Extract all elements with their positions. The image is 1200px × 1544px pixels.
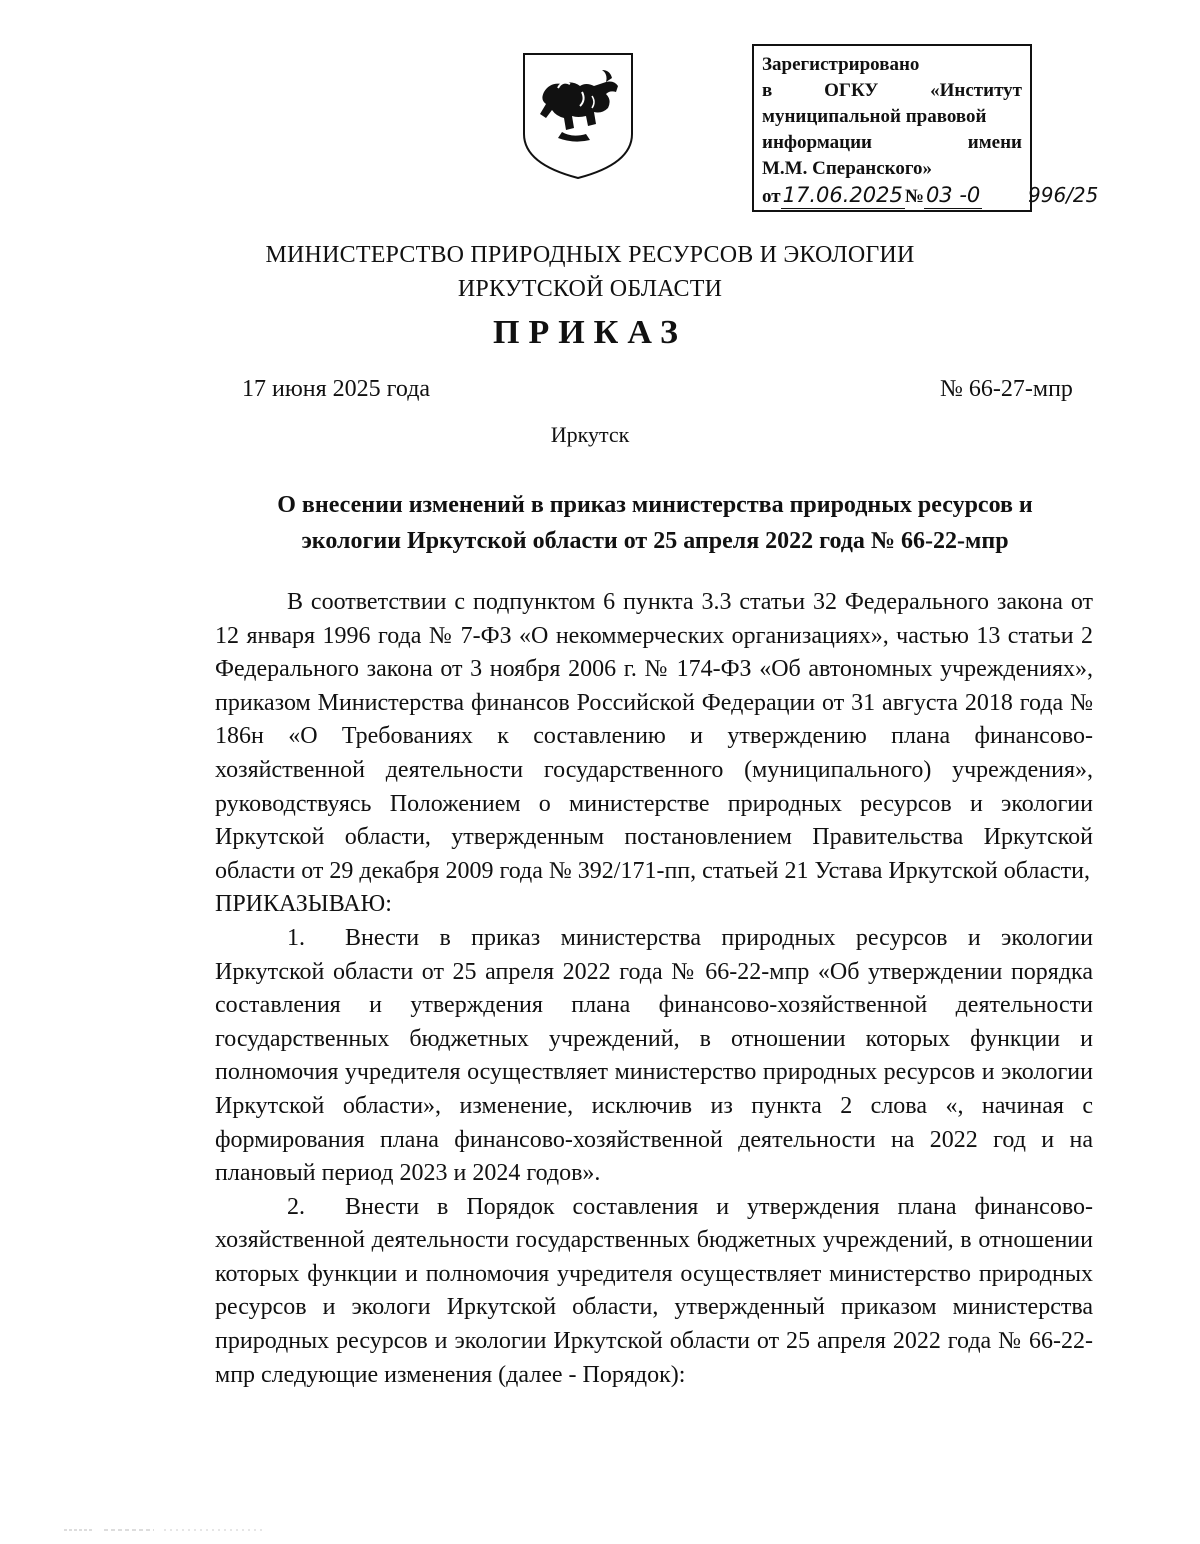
order-heading-line2: экологии Иркутской области от 25 апреля 2022 года № 66-22-мпр [301, 528, 1009, 554]
order-item-2-text: Внести в Порядок составления и утверждения плана финансово-хозяйственной деятельности государственных бюджетных учреждений, в отношении которых функции и полномочия учредителя осуществляет министерство природных ресурсов и экологи Иркутской области, утвержденный приказом министерства природных ресурсов и экологии Иркутской области от 25 апреля 2022 года № 66-22-мпр следующие изменения (далее - Порядок): [215, 1193, 1093, 1388]
coat-of-arms-emblem [522, 52, 634, 180]
registration-stamp [752, 44, 1032, 212]
ministry-name-line1: МИНИСТЕРСТВО ПРИРОДНЫХ РЕСУРСОВ И ЭКОЛОГИИ [265, 242, 915, 268]
stamp-handwritten-number-suffix: 996/25 [1028, 183, 1099, 207]
stamp-word-named: имени [967, 132, 1022, 153]
stamp-line-legal [762, 104, 1022, 130]
stamp-word-in: в [762, 80, 773, 101]
order-item-2 [215, 1191, 1093, 1393]
stamp-handwritten-date: 17.06.2025 [782, 183, 903, 207]
stamp-word-ogku: ОГКУ [824, 80, 879, 101]
order-item-2-number: 2. [287, 1193, 305, 1220]
order-number: № 66-27-мпр [940, 376, 1073, 402]
order-command-word: ПРИКАЗЫВАЮ: [215, 891, 392, 918]
stamp-word-information: информации [762, 132, 872, 153]
order-date: 17 июня 2025 года [242, 376, 431, 402]
stamp-handwritten-number: 03 -0 [925, 183, 981, 207]
stamp-line-information [762, 130, 1022, 156]
order-heading [215, 487, 1095, 559]
preamble-paragraph: В соответствии с подпунктом 6 пункта 3.3 статьи 32 Федерального закона от 12 января 1996 года № 7-ФЗ «О некоммерческих организациях», частью 13 статьи 2 Федерального закона от 3 ноября 2006 г. № 174-ФЗ «Об автономных учреждениях», приказом Министерства финансов Российской Федерации от 31 августа 2018 года № 186н «О Требованиях к составлению и утверждению плана финансово-хозяйственной деятельности государственного (муниципального) учреждения», руководствуясь Положением о министерстве природных ресурсов и экологии Иркутской области, утвержденным постановлением Правительства Иркутской области от 29 декабря 2009 года № 392/171-пп, статьей 21 Устава Иркутской области, [215, 589, 1093, 884]
document-type-title: ПРИКАЗ [493, 314, 687, 351]
stamp-number-prefix: № [904, 186, 924, 207]
stamp-line-registered: Зарегистрировано [762, 54, 920, 75]
order-item-1-text: Внести в приказ министерства природных ресурсов и экологии Иркутской области от 25 апреля 2022 года № 66-22-мпр «Об утверждении порядка составления и утверждения плана финансово-хозяйственной деятельности государственных бюджетных учреждений, в отношении которых функции и полномочия учредителя осуществляет министерство природных ресурсов и экологии Иркутской области», изменение, исключив из пункта 2 слова «, начиная с формирования плана финансово-хозяйственной деятельности на 2022 год и на плановый период 2023 и 2024 годов». [215, 924, 1093, 1187]
scan-artifact-marks [64, 1528, 264, 1532]
stamp-date-prefix: от [762, 186, 781, 207]
order-city: Иркутск [550, 422, 630, 447]
stamp-line-speransky: М.М. Сперанского» [762, 158, 933, 179]
stamp-date-row [762, 182, 1022, 210]
order-item-1 [215, 922, 1093, 1191]
stamp-word-institute: «Институт [930, 80, 1022, 101]
order-heading-line1: О внесении изменений в приказ министерства природных ресурсов и [277, 492, 1033, 518]
order-body [215, 586, 1093, 1392]
stamp-text-legal: муниципальной правовой [762, 106, 987, 127]
order-item-1-number: 1. [287, 924, 305, 951]
ministry-name-line2: ИРКУТСКОЙ ОБЛАСТИ [457, 276, 723, 302]
stamp-line-institute [762, 78, 1022, 104]
